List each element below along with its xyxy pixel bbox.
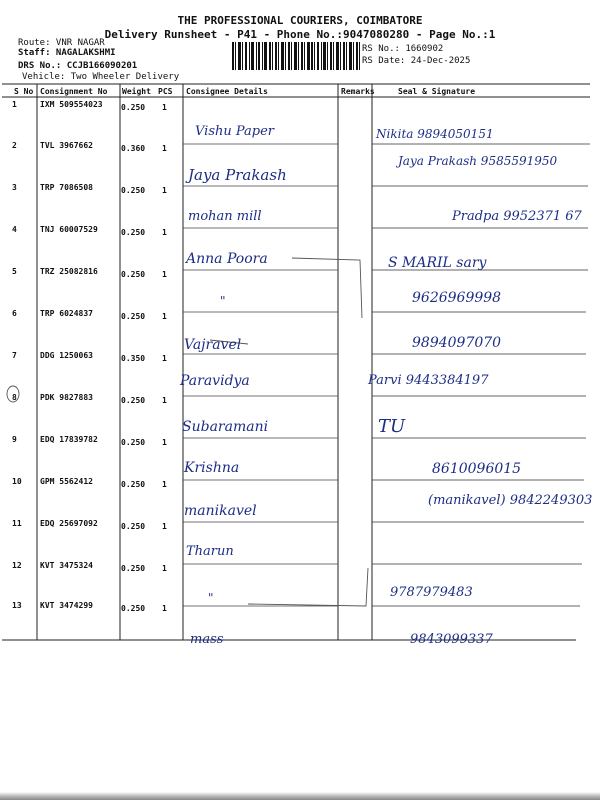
row-weight: 0.250 bbox=[121, 186, 146, 195]
row-pcs: 1 bbox=[162, 438, 167, 447]
row-consignment-no: TVL 3967662 bbox=[40, 141, 93, 150]
row-weight: 0.250 bbox=[121, 564, 146, 573]
row-consignment-no: PDK 9827883 bbox=[40, 393, 93, 402]
row-seal-signature-handwritten: 9843099337 bbox=[410, 632, 493, 647]
row-consignment-no: KVT 3474299 bbox=[40, 601, 93, 610]
row-seal-signature-handwritten: S MARIL sary bbox=[388, 255, 487, 271]
row-consignee-handwritten: " bbox=[220, 294, 226, 308]
row-consignee-handwritten: Paravidya bbox=[180, 373, 250, 389]
row-pcs: 1 bbox=[162, 480, 167, 489]
row-pcs: 1 bbox=[162, 354, 167, 363]
row-sno: 2 bbox=[12, 141, 17, 150]
row-pcs: 1 bbox=[162, 186, 167, 195]
row-seal-signature-handwritten: Nikita 9894050151 bbox=[376, 127, 494, 141]
row-seal-signature-handwritten: Jaya Prakash 9585591950 bbox=[398, 154, 558, 168]
row-consignment-no: EDQ 25697092 bbox=[40, 519, 98, 528]
row-pcs: 1 bbox=[162, 396, 167, 405]
row-consignment-no: KVT 3475324 bbox=[40, 561, 93, 570]
row-sno: 11 bbox=[12, 519, 22, 528]
row-seal-signature-handwritten: Pradpa 9952371 67 bbox=[452, 209, 582, 224]
route: Route: VNR NAGAR bbox=[18, 38, 105, 48]
row-seal-signature-handwritten: Parvi 9443384197 bbox=[368, 373, 489, 388]
row-consignment-no: TNJ 60007529 bbox=[40, 225, 98, 234]
row-pcs: 1 bbox=[162, 522, 167, 531]
col-seal-signature: Seal & Signature bbox=[398, 87, 476, 96]
row-sno: 12 bbox=[12, 561, 22, 570]
row-consignee-handwritten: mohan mill bbox=[188, 209, 262, 224]
col-consignee: Consignee Details bbox=[186, 87, 268, 96]
row-weight: 0.250 bbox=[121, 522, 146, 531]
company-name: THE PROFESSIONAL COURIERS, COIMBATORE bbox=[177, 14, 423, 27]
row-consignment-no: GPM 5562412 bbox=[40, 477, 93, 486]
row-consignee-handwritten: Vajravel bbox=[184, 337, 242, 353]
row-consignment-no: IXM 509554023 bbox=[40, 100, 103, 109]
row-weight: 0.350 bbox=[121, 354, 146, 363]
row-seal-signature-handwritten: 9626969998 bbox=[412, 290, 502, 306]
row-sno: 8 bbox=[12, 393, 17, 402]
rs-date: RS Date: 24-Dec-2025 bbox=[362, 56, 471, 66]
row-pcs: 1 bbox=[162, 144, 167, 153]
row-weight: 0.250 bbox=[121, 312, 146, 321]
row-consignee-handwritten: Jaya Prakash bbox=[188, 166, 287, 184]
row-consignee-handwritten: mass bbox=[190, 632, 224, 647]
row-consignment-no: DDG 1250063 bbox=[40, 351, 93, 360]
row-consignee-handwritten: manikavel bbox=[184, 503, 257, 519]
row-weight: 0.250 bbox=[121, 604, 146, 613]
row-consignment-no: TRZ 25082816 bbox=[40, 267, 98, 276]
drs-number: DRS No.: CCJB166090201 bbox=[18, 61, 138, 71]
row-sno: 13 bbox=[12, 601, 22, 610]
row-pcs: 1 bbox=[162, 103, 167, 112]
row-pcs: 1 bbox=[162, 564, 167, 573]
row-weight: 0.250 bbox=[121, 103, 146, 112]
row-consignee-handwritten: Vishu Paper bbox=[195, 124, 275, 139]
row-pcs: 1 bbox=[162, 312, 167, 321]
row-consignee-handwritten: Tharun bbox=[186, 544, 234, 559]
col-weight: Weight bbox=[122, 87, 151, 96]
col-sno: S No bbox=[14, 87, 34, 96]
row-consignee-handwritten: Krishna bbox=[184, 460, 240, 476]
row-pcs: 1 bbox=[162, 604, 167, 613]
row-seal-signature-handwritten: TU bbox=[378, 416, 406, 437]
row-weight: 0.250 bbox=[121, 228, 146, 237]
row-consignee-handwritten: " bbox=[208, 591, 214, 605]
row-sno: 6 bbox=[12, 309, 17, 318]
row-consignment-no: TRP 6024837 bbox=[40, 309, 93, 318]
row-consignee-handwritten: Subaramani bbox=[182, 419, 269, 435]
col-pcs: PCS bbox=[158, 87, 173, 96]
row-sno: 10 bbox=[12, 477, 22, 486]
row-sno: 1 bbox=[12, 100, 17, 109]
rs-number: RS No.: 1660902 bbox=[362, 44, 444, 54]
row-consignment-no: TRP 7086508 bbox=[40, 183, 93, 192]
row-weight: 0.250 bbox=[121, 270, 146, 279]
row-sno: 9 bbox=[12, 435, 17, 444]
runsheet-title: Delivery Runsheet - P41 - Phone No.:9047080280 - Page No.:1 bbox=[104, 28, 496, 41]
row-seal-signature-handwritten: 9894097070 bbox=[412, 335, 502, 351]
row-weight: 0.250 bbox=[121, 480, 146, 489]
row-consignment-no: EDQ 17839782 bbox=[40, 435, 98, 444]
row-seal-signature-handwritten: (manikavel) 9842249303 bbox=[428, 493, 593, 508]
row-weight: 0.250 bbox=[121, 396, 146, 405]
row-sno: 7 bbox=[12, 351, 17, 360]
row-seal-signature-handwritten: 8610096015 bbox=[432, 461, 522, 477]
row-pcs: 1 bbox=[162, 228, 167, 237]
vehicle: Vehicle: Two Wheeler Delivery bbox=[22, 72, 180, 82]
row-weight: 0.360 bbox=[121, 144, 146, 153]
row-weight: 0.250 bbox=[121, 438, 146, 447]
col-remarks: Remarks bbox=[341, 87, 375, 96]
row-sno: 3 bbox=[12, 183, 17, 192]
row-seal-signature-handwritten: 9787979483 bbox=[390, 585, 473, 600]
scan-edge bbox=[0, 792, 600, 800]
row-sno: 5 bbox=[12, 267, 17, 276]
row-consignee-handwritten: Anna Poora bbox=[186, 251, 268, 267]
col-consignment: Consignment No bbox=[40, 87, 108, 96]
row-sno: 4 bbox=[12, 225, 17, 234]
row-pcs: 1 bbox=[162, 270, 167, 279]
staff: Staff: NAGALAKSHMI bbox=[18, 48, 116, 58]
